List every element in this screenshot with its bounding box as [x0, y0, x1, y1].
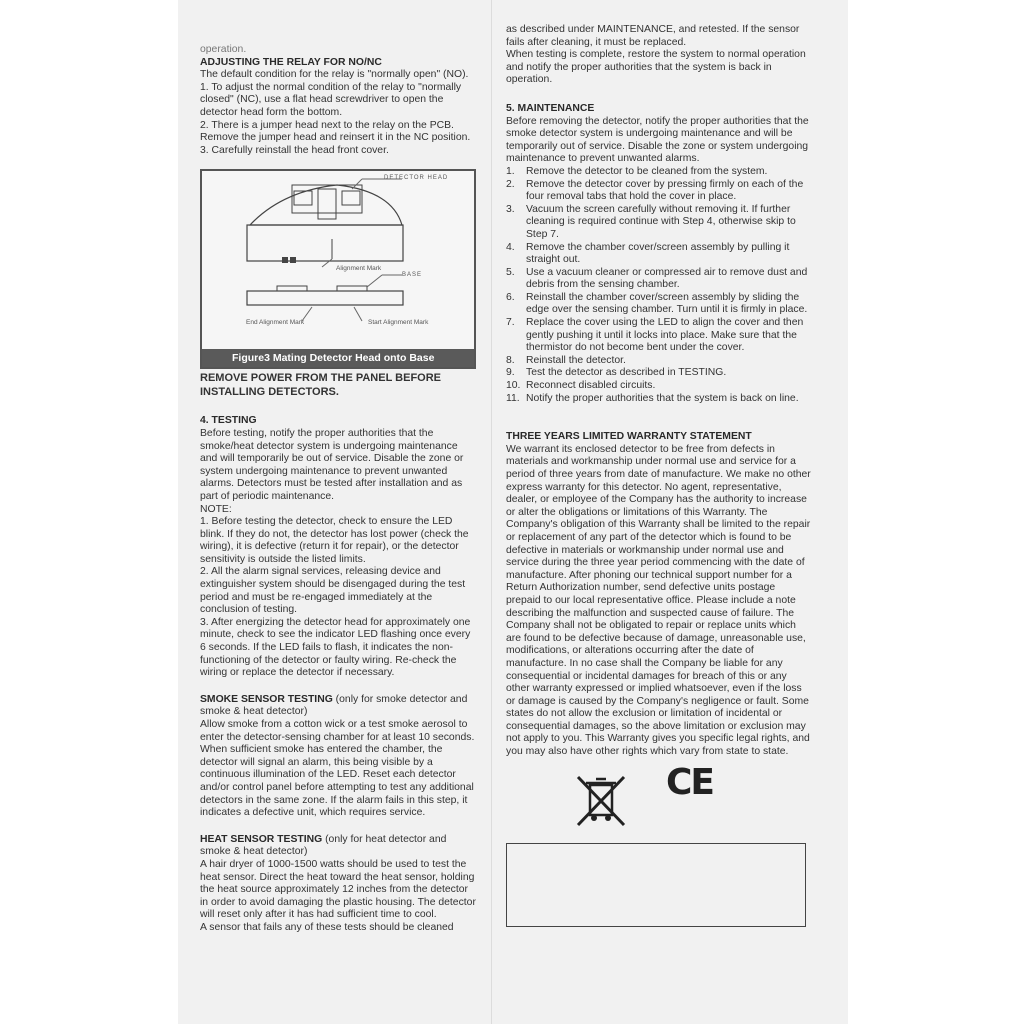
- relay-heading: ADJUSTING THE RELAY FOR NO/NC: [200, 56, 382, 68]
- testing-note: NOTE:: [200, 503, 232, 515]
- relay-intro: The default condition for the relay is "normally open" (NO).: [200, 69, 469, 81]
- heat-tail: A sensor that fails any of these tests should be cleaned: [200, 921, 454, 933]
- heat-qualifier: (only for heat detector and smoke & heat detector): [200, 833, 447, 858]
- heat-body: A hair dryer of 1000-1500 watts should be used to test the heat sensor. Direct the heat toward the heat sensor, holding the heat source approximately 12 inches from the detector in order to avoid damaging the plastic housing. The detector will reset only after it has had sufficient time to cool.: [200, 858, 476, 921]
- testing-completion: When testing is complete, restore the system to normal operation and notify the proper authorities that the system is back in operation.: [506, 49, 806, 86]
- testing-continuation: as described under MAINTENANCE, and retested. If the sensor fails after cleaning, it must be replaced.: [506, 24, 800, 48]
- compliance-marks: [506, 761, 811, 833]
- list-item: 1. Remove the detector to be cleaned from the system.: [506, 165, 768, 177]
- list-item: 8. Reinstall the detector.: [506, 354, 626, 366]
- column-divider: [491, 0, 492, 1024]
- power-warning: REMOVE POWER FROM THE PANEL BEFORE INSTALLING DETECTORS.: [200, 372, 441, 399]
- warranty-heading: THREE YEARS LIMITED WARRANTY STATEMENT: [506, 431, 752, 443]
- maintenance-heading: 5. MAINTENANCE: [506, 102, 595, 114]
- label-start-alignment: Start Alignment Mark: [368, 319, 429, 327]
- label-detector-head: DETECTOR HEAD: [384, 175, 449, 182]
- testing-step-1: 1. Before testing the detector, check to ensure the LED blink. If they do not, the detector has lost power (check the wiring), it is defective (return it for repair), or the detector sensitivity is outside the listed limits.: [200, 516, 469, 565]
- smoke-qualifier: (only for smoke detector and smoke & heat detector): [200, 693, 468, 718]
- maintenance-intro: Before removing the detector, notify the proper authorities that the smoke detector system is undergoing maintenance and will be temporarily out of service. Disable the zone or system undergoing maintenance to prevent unwanted alarms.: [506, 115, 809, 165]
- maintenance-steps: [506, 166, 811, 405]
- crossed-out-wheelie-bin-icon: [572, 771, 630, 829]
- top-fragment: operation.: [200, 44, 247, 55]
- testing-intro: Before testing, notify the proper authorities that the smoke/heat detector system is undergoing maintenance and will temporarily be out of service. Disable the zone or system undergoing maintenance to prevent unwanted alarms. Detectors must be tested after installation and as part of periodic maintenance.: [200, 427, 464, 502]
- testing-heading: 4. TESTING: [200, 415, 257, 427]
- figure-mating-detector: [200, 169, 476, 369]
- relay-step-3: 3. Carefully reinstall the head front cover.: [200, 144, 389, 156]
- smoke-heading: SMOKE SENSOR TESTING: [200, 693, 333, 705]
- warranty-body: We warrant its enclosed detector to be free from defects in materials and workmanship under normal use and service for a period of three years from date of manufacture. We make no other express warranty for this detector. No agent, representative, dealer, or employee of the Company has the authority to increase or alter the obligations or limitations of this Warranty. The Company's obligation of this Warranty shall be limited to the repair or replacement of any part of the detector which is found to be defective in materials or workmanship under normal use and service during the three year period commencing with the date of manufacture. After phoning our technical support number for a Return Authorization number, send defective units postage prepaid to our local representative office. Please include a note describing the malfunction and suspected cause of failure. The Company shall not be obligated to repair or replace units which are found to be defective because of damage, unreasonable use, modifications, or alterations occurring after the date of manufacture. In no case shall the Company be liable for any consequential or incidental damages for breach of this or any other warranty expressed or implied whatsoever, even if the loss or damage is caused by the Company's negligence or fault. Some states do not allow the exclusion or limitation of incidental or consequential damages, so the above limitation or exclusion may not apply to you. This Warranty gives you specific legal rights, and you may also have other rights which vary from state to state.: [506, 443, 811, 758]
- detector-diagram: [202, 171, 474, 351]
- figure-caption: Figure3 Mating Detector Head onto Base: [202, 349, 474, 367]
- testing-step-2: 2. All the alarm signal services, releasing device and extinguisher system should be disengaged during the test period and must be re-engaged immediately at the conclusion of testing.: [200, 566, 466, 616]
- empty-label-box: [506, 843, 806, 927]
- right-column: [506, 24, 811, 927]
- list-item: 11. Notify the proper authorities that the system is back on line.: [506, 392, 799, 404]
- ce-mark: CE: [666, 761, 714, 803]
- relay-step-1: 1. To adjust the normal condition of the relay to "normally closed" (NC), use a flat head screwdriver to open the detector head form the bottom.: [200, 81, 462, 118]
- smoke-body: Allow smoke from a cotton wick or a test smoke aerosol to enter the detector-sensing chamber for at least 10 seconds. When sufficient smoke has entered the chamber, the detector will signal an alarm, this being visible by a continuous illumination of the LED. Reset each detector and/or control panel before attempting to test any additional detectors in the same zone. If the alarm fails in this step, it indicates a defective unit, which requires service.: [200, 719, 475, 819]
- list-item: 2. Remove the detector cover by pressing firmly on each of the four removal tabs that hold the cover in place.: [506, 178, 804, 203]
- list-item: 10. Reconnect disabled circuits.: [506, 380, 656, 392]
- list-item: 6. Reinstall the chamber cover/screen assembly by sliding the edge over the sensing chamber. Turn until it is firmly in place.: [506, 291, 808, 316]
- relay-step-2: 2. There is a jumper head next to the relay on the PCB. Remove the jumper head and reinsert it in the NC position.: [200, 119, 471, 144]
- label-base: BASE: [402, 272, 423, 279]
- list-item: 3. Vacuum the screen carefully without removing it. If further cleaning is required continue with Step 4, otherwise skip to Step 7.: [506, 203, 796, 240]
- label-alignment-mark: Alignment Mark: [336, 265, 382, 273]
- list-item: 7. Replace the cover using the LED to align the cover and then gently pushing it until it locks into place. Make sure that the thermistor do not become bent under the cover.: [506, 317, 804, 354]
- label-end-alignment: End Alignment Mark: [246, 319, 305, 327]
- list-item: 9. Test the detector as described in TESTING.: [506, 367, 727, 379]
- list-item: 4. Remove the chamber cover/screen assembly by pulling it straight out.: [506, 241, 790, 266]
- left-column: [200, 44, 476, 935]
- testing-step-3: 3. After energizing the detector head for approximately one minute, check to see the indicator LED flashing once every 6 seconds. If the LED fails to flash, it indicates the non-functioning of the detector or faulty wiring. Re-check the wiring or replace the detector if necessary.: [200, 616, 471, 679]
- list-item: 5. Use a vacuum cleaner or compressed air to remove dust and debris from the sensing chamber.: [506, 266, 808, 291]
- heat-heading: HEAT SENSOR TESTING: [200, 833, 323, 845]
